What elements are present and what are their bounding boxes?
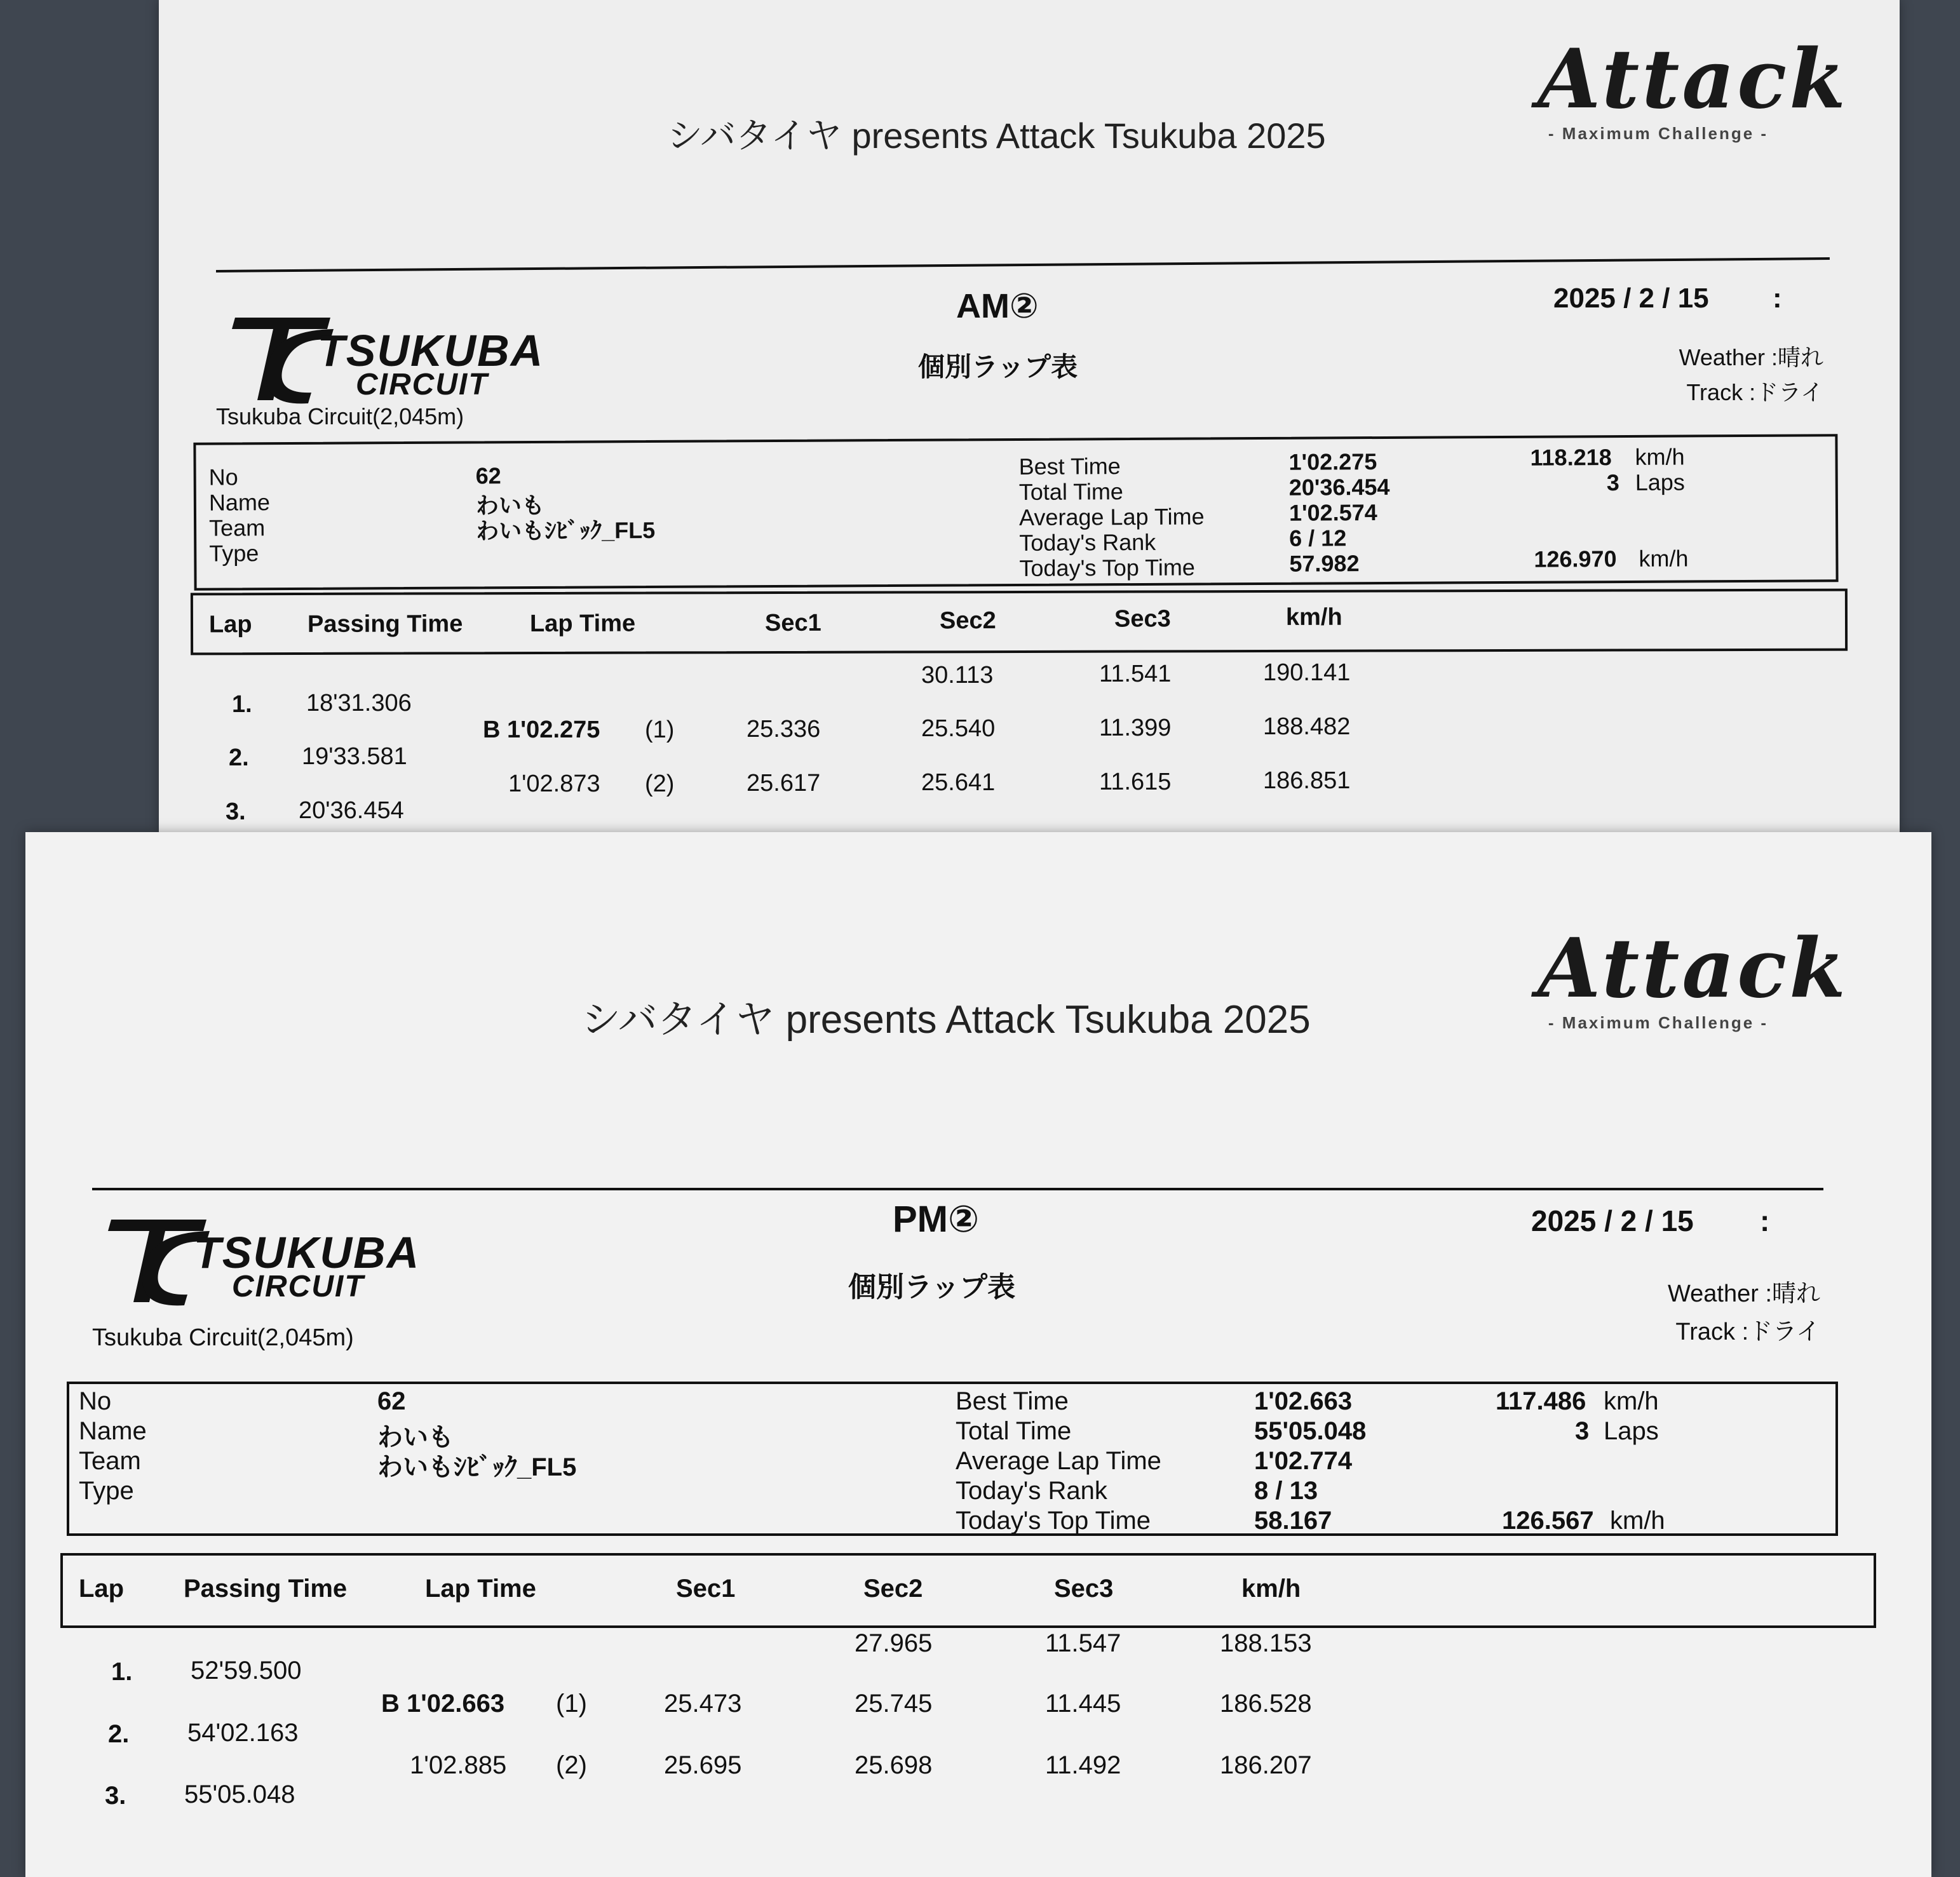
lap-number: 3.: [105, 1782, 126, 1810]
col-passing-time: Passing Time: [307, 610, 463, 638]
value-top-kmh: 126.970: [1534, 546, 1617, 572]
driver-info-box: [67, 1382, 1838, 1536]
col-sec1: Sec1: [764, 609, 821, 637]
track-condition: Track :ドライ: [1686, 379, 1823, 405]
label-top-time: Today's Top Time: [956, 1507, 1151, 1535]
value-total-time: 20'36.454: [1288, 473, 1390, 501]
value-best-kmh: 117.486: [1496, 1387, 1586, 1415]
unit-laps: Laps: [1604, 1417, 1659, 1445]
value-name: わいも: [377, 1423, 454, 1451]
value-total-time: 55'05.048: [1254, 1417, 1367, 1445]
label-top-time: Today's Top Time: [1019, 554, 1195, 581]
value-laps: 3: [1606, 469, 1619, 496]
pre-sec2: 30.113: [921, 662, 994, 689]
kmh: 188.482: [1263, 713, 1351, 740]
label-team: Team: [79, 1447, 141, 1475]
tsukuba-circuit-logo: [222, 311, 578, 407]
date: 2025 / 2 / 15: [1531, 1204, 1694, 1237]
label-rank: Today's Rank: [1019, 528, 1156, 556]
pre-sec2: 27.965: [855, 1629, 933, 1657]
value-rank: 6 / 12: [1289, 525, 1347, 551]
event-title: シバタイヤ presents Attack Tsukuba 2025: [581, 998, 1311, 1042]
tc-logo-name: TSUKUBA: [318, 326, 544, 375]
sec3: 11.445: [1045, 1690, 1121, 1718]
unit-laps: Laps: [1635, 469, 1685, 495]
value-best-time: 1'02.663: [1254, 1387, 1353, 1415]
label-average-lap: Average Lap Time: [1018, 503, 1205, 530]
label-name: Name: [79, 1417, 147, 1445]
weather: Weather :晴れ: [1667, 1281, 1820, 1307]
pre-kmh: 190.141: [1263, 659, 1351, 686]
value-team: わいもｼﾋﾞｯｸ_FL5: [476, 516, 656, 544]
passing-time: 54'02.163: [187, 1719, 299, 1747]
label-rank: Today's Rank: [956, 1477, 1107, 1505]
value-name: わいも: [475, 492, 545, 519]
lap-time: B 1'02.275: [483, 716, 600, 743]
header-rule: [92, 1188, 1823, 1190]
value-best-time: 1'02.275: [1288, 448, 1377, 475]
tsukuba-circuit-logo: [98, 1213, 454, 1309]
sec3: 11.615: [1099, 769, 1172, 795]
sec1: 25.617: [747, 770, 821, 797]
kmh: 186.207: [1220, 1751, 1312, 1779]
value-top-time: 58.167: [1254, 1507, 1332, 1535]
col-kmh: km/h: [1285, 603, 1342, 631]
col-sec3: Sec3: [1054, 1575, 1114, 1603]
label-team: Team: [209, 515, 266, 541]
attack-logo-word: Attack: [1538, 921, 1848, 1016]
value-no: 62: [377, 1387, 406, 1415]
lap-number: 2.: [229, 744, 249, 771]
sec2: 25.698: [855, 1751, 933, 1779]
label-type: Type: [79, 1477, 134, 1505]
label-no: No: [79, 1387, 112, 1415]
attack-logo-tagline: - Maximum Challenge -: [1548, 124, 1769, 143]
document-type: 個別ラップ表: [848, 1272, 1016, 1303]
attack-logo: [1525, 921, 1848, 1042]
label-type: Type: [209, 540, 259, 567]
label-average-lap: Average Lap Time: [956, 1447, 1161, 1475]
attack-logo-tagline: - Maximum Challenge -: [1548, 1013, 1769, 1032]
sec2: 25.540: [921, 715, 996, 742]
sec1: 25.695: [664, 1751, 742, 1779]
sec1: 25.336: [747, 716, 821, 743]
unit-top-kmh: km/h: [1610, 1507, 1665, 1535]
pre-sec3: 11.541: [1099, 661, 1172, 687]
passing-time: 52'59.500: [191, 1657, 302, 1685]
sec3: 11.399: [1099, 715, 1172, 741]
label-no: No: [208, 464, 238, 490]
session-label: PM②: [893, 1199, 980, 1240]
col-sec1: Sec1: [676, 1575, 736, 1603]
value-top-kmh: 126.567: [1502, 1507, 1594, 1535]
label-total-time: Total Time: [956, 1417, 1072, 1445]
col-sec3: Sec3: [1114, 605, 1171, 633]
value-top-time: 57.982: [1289, 550, 1360, 577]
lap-rank: (1): [556, 1690, 587, 1718]
lap-number: 1.: [111, 1658, 133, 1686]
passing-time: 55'05.048: [184, 1780, 295, 1808]
pre-sec3: 11.547: [1045, 1629, 1121, 1657]
lap-rank: (2): [556, 1751, 587, 1779]
kmh: 186.528: [1220, 1690, 1312, 1718]
date: 2025 / 2 / 15: [1553, 283, 1709, 314]
col-lap-time: Lap Time: [425, 1575, 536, 1603]
lap-rank: (2): [645, 770, 675, 797]
value-laps: 3: [1575, 1417, 1590, 1445]
lap-sheet-pm: [25, 832, 1931, 1877]
event-title: シバタイヤ presents Attack Tsukuba 2025: [667, 116, 1326, 156]
value-no: 62: [475, 462, 501, 489]
passing-time: 18'31.306: [306, 690, 412, 716]
col-sec2: Sec2: [863, 1575, 923, 1603]
passing-time: 19'33.581: [302, 743, 407, 770]
lap-sheet-am: [159, 0, 1900, 832]
header-rule: [216, 257, 1830, 272]
kmh: 186.851: [1263, 767, 1351, 794]
tc-logo-sub: CIRCUIT: [356, 368, 489, 401]
attack-logo-word: Attack: [1538, 32, 1848, 127]
label-best-time: Best Time: [1018, 453, 1121, 480]
value-best-kmh: 118.218: [1530, 444, 1612, 471]
value-average-lap: 1'02.774: [1254, 1447, 1353, 1475]
date-colon: :: [1773, 283, 1782, 314]
pre-kmh: 188.153: [1220, 1629, 1312, 1657]
sec2: 25.641: [921, 769, 996, 796]
lap-time: 1'02.873: [508, 770, 600, 797]
date-colon: :: [1760, 1204, 1770, 1237]
sec3: 11.492: [1045, 1751, 1121, 1779]
label-best-time: Best Time: [956, 1387, 1069, 1415]
unit-best-kmh: km/h: [1635, 443, 1685, 470]
col-lap-time: Lap Time: [529, 610, 636, 638]
track-condition: Track :ドライ: [1675, 1319, 1820, 1345]
circuit-name: Tsukuba Circuit(2,045m): [92, 1324, 354, 1351]
value-team: わいもｼﾋﾞｯｸ_FL5: [377, 1453, 577, 1481]
col-sec2: Sec2: [939, 607, 996, 635]
col-passing-time: Passing Time: [184, 1575, 348, 1603]
passing-time: 20'36.454: [299, 797, 404, 824]
tc-logo-name: TSUKUBA: [194, 1228, 421, 1277]
weather: Weather :晴れ: [1679, 344, 1823, 370]
driver-info-box: [193, 434, 1838, 591]
document-type: 個別ラップ表: [918, 352, 1078, 382]
col-lap: Lap: [79, 1575, 125, 1603]
label-name: Name: [208, 489, 271, 516]
label-total-time: Total Time: [1018, 478, 1123, 505]
unit-top-kmh: km/h: [1639, 545, 1689, 572]
lap-number: 2.: [108, 1720, 130, 1748]
lap-table-header: [60, 1553, 1876, 1628]
circuit-name: Tsukuba Circuit(2,045m): [216, 403, 464, 429]
col-lap: Lap: [208, 611, 252, 638]
unit-best-kmh: km/h: [1604, 1387, 1659, 1415]
lap-time: 1'02.885: [410, 1751, 507, 1779]
value-average-lap: 1'02.574: [1288, 499, 1377, 526]
sec1: 25.473: [664, 1690, 742, 1718]
lap-number: 1.: [232, 691, 252, 718]
lap-number: 3.: [226, 798, 246, 825]
lap-time: B 1'02.663: [381, 1690, 505, 1718]
lap-table-header: [191, 589, 1848, 656]
lap-rank: (1): [645, 716, 675, 743]
value-rank: 8 / 13: [1254, 1477, 1318, 1505]
sec2: 25.745: [855, 1690, 933, 1718]
col-kmh: km/h: [1241, 1575, 1301, 1603]
session-label: AM②: [956, 287, 1039, 325]
tc-logo-sub: CIRCUIT: [232, 1270, 365, 1303]
attack-logo: [1525, 32, 1848, 152]
